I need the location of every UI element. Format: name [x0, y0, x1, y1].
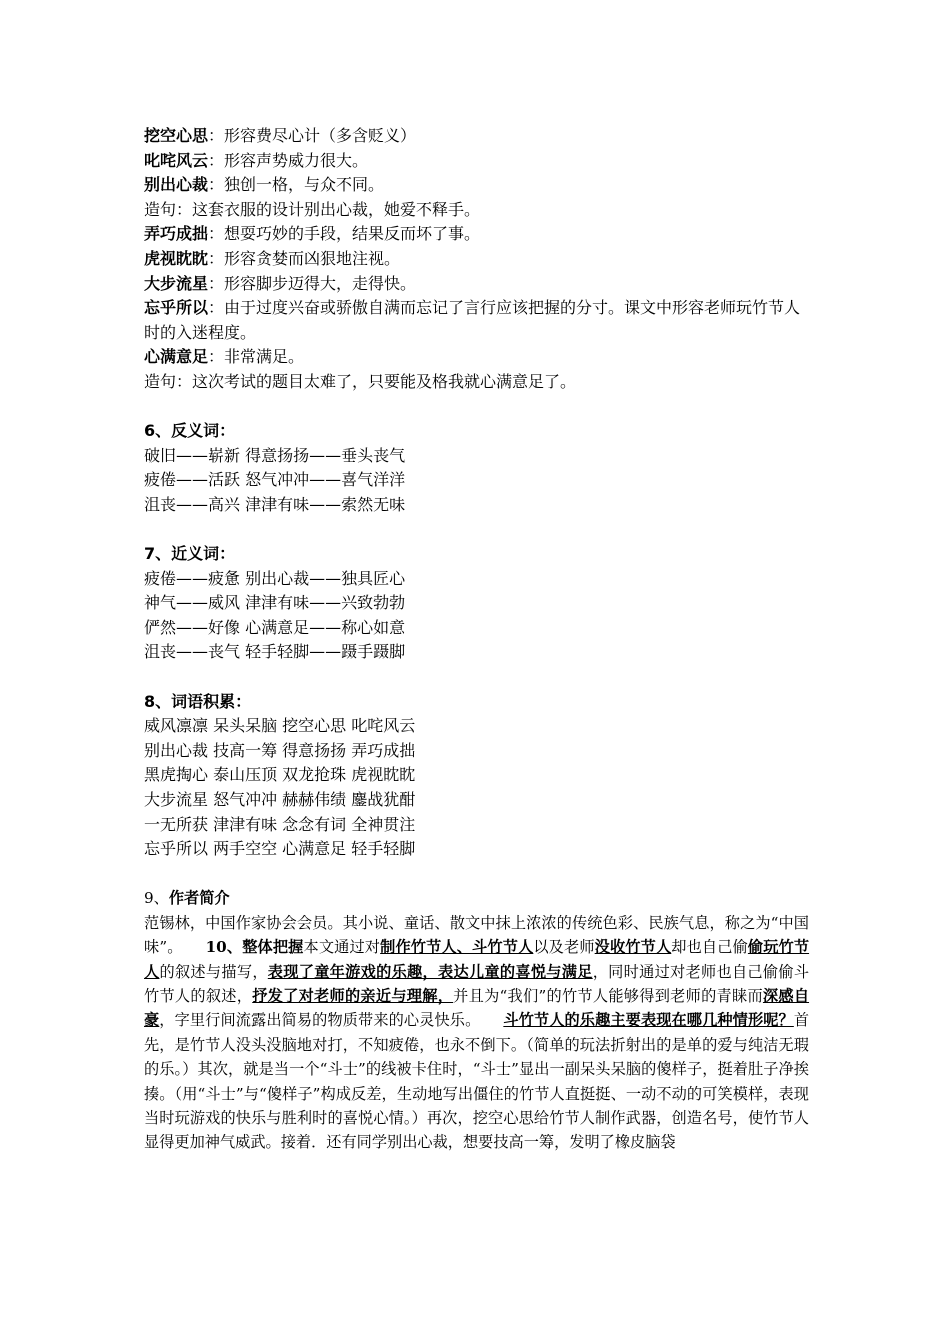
document-page: [144, 124, 809, 1155]
antonym-row: 破旧——崭新 得意扬扬——垂头丧气: [144, 445, 406, 465]
definition-line: 虎视眈眈：形容贪婪而凶狠地注视。: [144, 248, 401, 268]
vocabulary-row: 一无所获 津津有味 念念有词 全神贯注: [144, 814, 416, 834]
definition-line: 挖空心思：形容费尽心计（多含贬义）: [144, 126, 417, 145]
definition-line: 叱咤风云：形容声势威力很大。: [144, 150, 369, 170]
author-heading: 9、作者简介: [144, 889, 230, 908]
synonym-row: 俨然——好像 心满意足——称心如意: [144, 617, 406, 637]
vocabulary-row: 大步流星 怒气冲冲 赫赫伟绩 鏖战犹酣: [144, 790, 416, 810]
vocabulary-row: 忘乎所以 两手空空 心满意足 轻手轻脚: [144, 839, 416, 859]
antonym-row: 疲倦——活跃 怒气冲冲——喜气洋洋: [144, 470, 406, 490]
antonym-row: 沮丧——高兴 津津有味——索然无味: [144, 494, 406, 514]
example-sentence: 造句：这次考试的题目太难了，只要能及格我就心满意足了。: [144, 371, 577, 391]
vocabulary-heading: 8、词语积累：: [144, 691, 252, 711]
definition-line: 弄巧成拙：想耍巧妙的手段，结果反而坏了事。: [144, 224, 481, 244]
question-text: 斗竹节人的乐趣主要表现在哪几种情形呢？: [503, 1011, 794, 1030]
synonym-row: 疲倦——疲惫 别出心裁——独具匠心: [144, 568, 406, 588]
definition-line: 心满意足：非常满足。: [144, 347, 305, 367]
antonyms-heading: 6、反义词：: [144, 421, 236, 441]
synonym-row: 沮丧——丧气 轻手轻脚——蹑手蹑脚: [144, 642, 406, 662]
synonyms-heading: 7、近义词：: [144, 544, 236, 564]
example-sentence: 造句：这套衣服的设计别出心裁，她爱不释手。: [144, 199, 481, 219]
vocabulary-row: 黑虎掏心 泰山压顶 双龙抢珠 虎视眈眈: [144, 765, 416, 785]
vocabulary-row: 别出心裁 技高一筹 得意扬扬 弄巧成拙: [144, 740, 416, 760]
vocabulary-row: 威风凛凛 呆头呆脑 挖空心思 叱咤风云: [144, 716, 416, 736]
definition-line: 别出心裁：独创一格，与众不同。: [144, 175, 385, 195]
synonym-row: 神气——威风 津津有味——兴致勃勃: [144, 593, 406, 613]
author-paragraph: 范锡林，中国作家协会会员。其小说、童话、散文中抹上浓浓的传统色彩、民族气息，称之为“中国味”。 10、整体把握本文通过对制作竹节人、斗竹节人以及老师没收竹节人却也自己偷偷玩竹节人的叙述与描写，表现了童年游戏的乐趣，表达儿童的喜悦与满足，同时通过对老师也自己偷偷斗竹节人的叙述，抒发了对老师的亲近与理解，并且为“我们”的竹节人能够得到老师的青睐而深感自豪，字里行间流露出简易的物质带来的心灵快乐。 斗竹节人的乐趣主要表现在哪几种情形呢？首先，是竹节人没头没脑地对打，不知疲倦，也永不倒下。（简单的玩法折射出的是单的爱与纯洁无瑕的乐。）其次，就是当一个“斗士”的线被卡住时，“斗士”显出一副呆头呆脑的傻样子，挺着肚子净挨揍。（用“斗士”与“傻样子”构成反差，生动地写出僵住的竹节人直挺挺、一动不动的可笑模样，表现当时玩游戏的快乐与胜利时的喜悦心情。）再次，挖空心思给竹节人制作武器，创造名号，使竹节人显得更加神气威武。接着．还有同学别出心裁，想要技高一筹，发明了橡皮脑袋: [144, 913, 810, 1152]
definition-line: 忘乎所以：由于过度兴奋或骄傲自满而忘记了言行应该把握的分寸。课文中形容老师玩竹节人时的入迷程度。: [144, 298, 801, 342]
definition-line: 大步流星：形容脚步迈得大，走得快。: [144, 273, 417, 293]
